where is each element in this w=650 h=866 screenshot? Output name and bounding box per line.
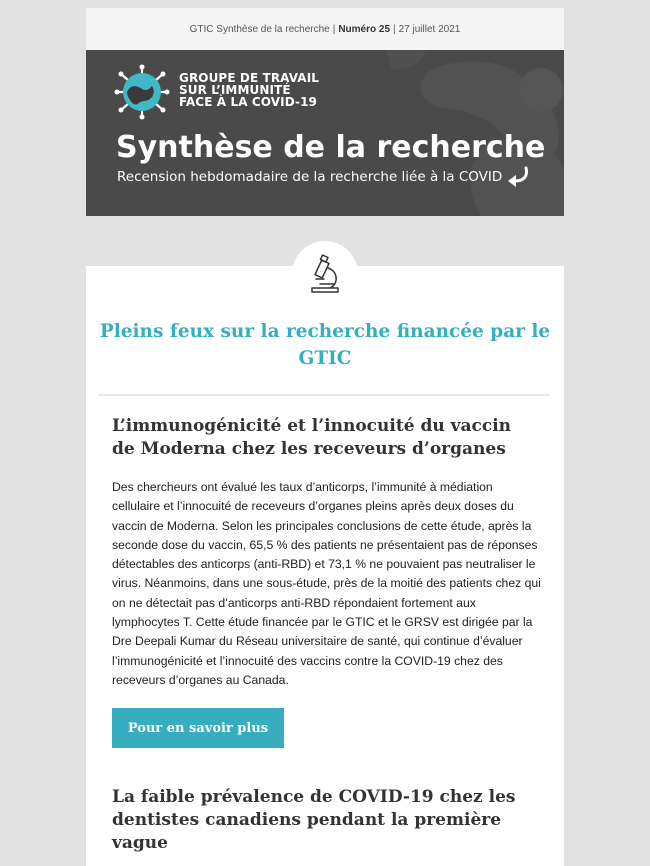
article-body: Des chercheurs ont évalué les taux d’anticorps, l’immunité à médiation cellulaire et l’innocuité de receveurs d’organes pleins après deux doses du vaccin de Moderna. Selon les principales conclusions de cette étude, après la seconde dose du vaccin, 65,5 % des patients ne présentaient pas de réponses détectables des anticorps (anti-RBD) et 73,1 % ne pouvaient pas neutraliser le virus. Néanmoins, dans une sous-étude, près de la moitié des patients chez qui on ne détectait pas d’anticorps anti-RBD répondaient fortement aux lymphocytes T. Cette étude financée par le GTIC et le GRSV est dirigée par la Dre Deepali Kumar du Réseau universitaire de santé, qui continue d’évaluer l’immunogénicité et l’innocuité des vaccins contre la COVID-19 chez des receveurs d’organes au Canada.: [112, 480, 541, 687]
top-meta-bar: GTIC Synthèse de la recherche | Numéro 25 | 27 juillet 2021: [86, 8, 564, 50]
article-title: L’immunogénicité et l’innocuité du vaccin de Moderna chez les receveurs d’organes: [112, 416, 512, 459]
issue-date: 27 juillet 2021: [398, 23, 461, 35]
section-title: Pleins feux sur la recherche financée par le GTIC: [99, 321, 551, 369]
email-container: [86, 8, 564, 216]
covid-virus-logo-icon: [114, 64, 170, 120]
curved-arrow-icon: [504, 166, 530, 188]
issue-number: Numéro 25: [338, 23, 391, 35]
publication-name: GTIC Synthèse de la recherche: [189, 23, 330, 35]
header-banner: [86, 50, 564, 216]
newsletter-title: Synthèse de la recherche: [116, 130, 546, 165]
microscope-icon: [308, 254, 342, 294]
learn-more-button[interactable]: Pour en savoir plus: [112, 708, 284, 748]
section-icon-badge: [292, 241, 358, 307]
organization-name: GROUPE DE TRAVAIL SUR L’IMMUNITÉ FACE À LA COVID-19: [179, 71, 320, 109]
newsletter-subtitle: Recension hebdomadaire de la recherche liée à la COVID: [117, 169, 503, 185]
section-divider: [98, 394, 550, 396]
article-title-2: La faible prévalence de COVID-19 chez les dentistes canadiens pendant la première vague: [112, 787, 516, 853]
